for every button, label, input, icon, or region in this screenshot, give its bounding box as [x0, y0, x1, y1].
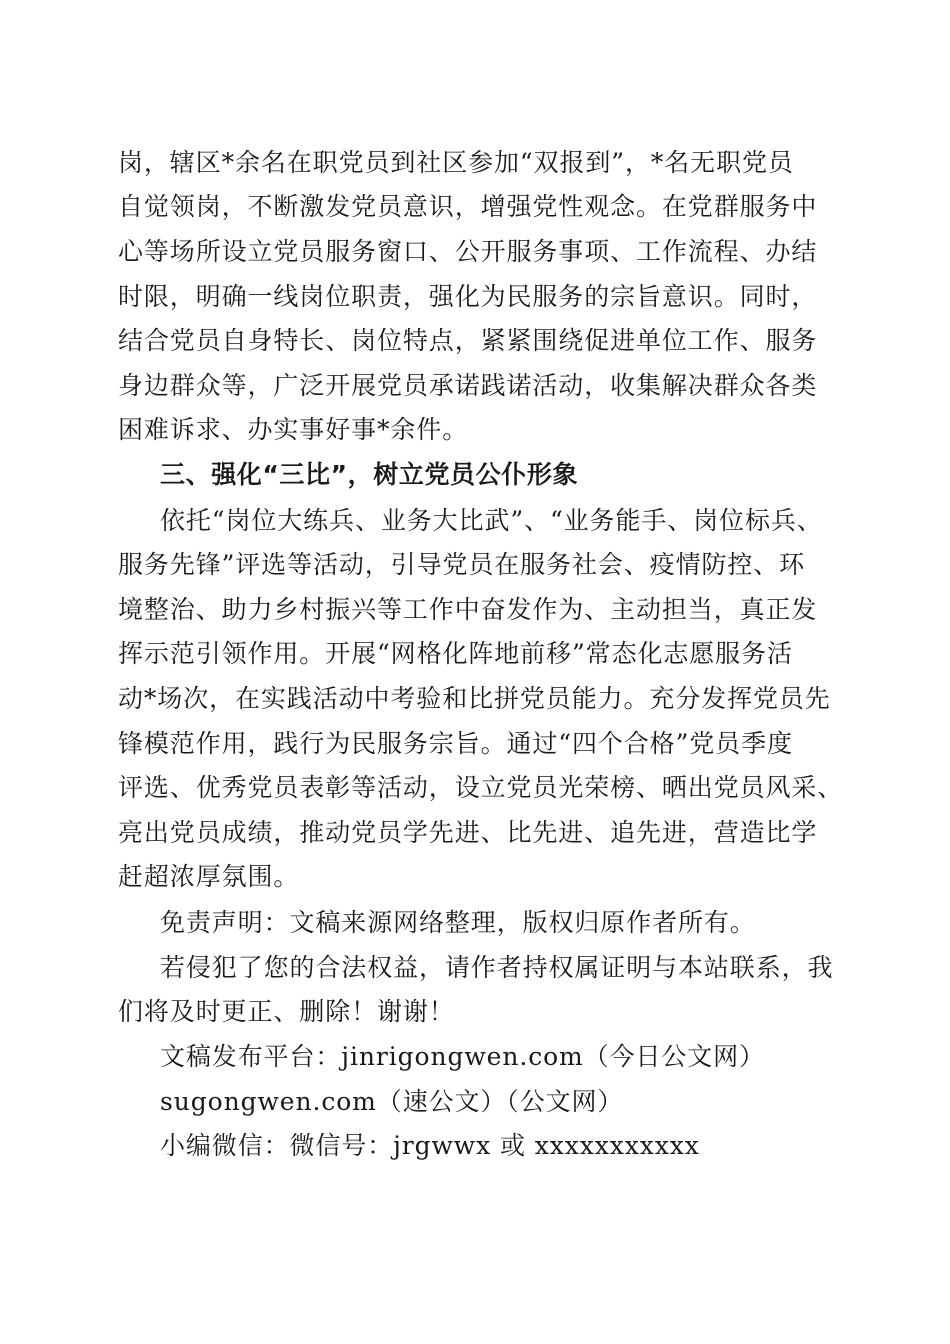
paragraph-line: 赶超浓厚氛围。 — [118, 862, 300, 891]
wechat-line: 小编微信：微信号：jrgwwx 或 xxxxxxxxxxx — [160, 1131, 700, 1160]
paragraph-line: 岗，辖区*余名在职党员到社区参加“双报到”，*名无职党员 — [118, 148, 794, 177]
paragraph-line: 亮出党员成绩，推动党员学先进、比先进、追先进，营造比学 — [118, 818, 818, 847]
disclaimer-line: 免责声明：文稿来源网络整理，版权归原作者所有。 — [160, 908, 756, 937]
paragraph-line: 困难诉求、办实事好事*余件。 — [118, 415, 469, 444]
paragraph-line: 锋模范作用，践行为民服务宗旨。通过“四个合格”党员季度 — [118, 729, 793, 758]
paragraph-line: 挥示范引领作用。开展“网格化阵地前移”常态化志愿服务活 — [118, 639, 793, 668]
paragraph-line: 心等场所设立党员服务窗口、公开服务事项、工作流程、办结 — [118, 237, 818, 266]
paragraph-line: 服务先锋”评选等活动，引导党员在服务社会、疫情防控、环 — [118, 550, 806, 579]
paragraph-line: 结合党员自身特长、岗位特点，紧紧围绕促进单位工作、服务 — [118, 326, 818, 355]
platform-line: sugongwen.com（速公文）（公文网） — [160, 1087, 624, 1116]
paragraph-line: 时限，明确一线岗位职责，强化为民服务的宗旨意识。同时， — [118, 282, 818, 311]
paragraph-line: 动*场次，在实践活动中考验和比拼党员能力。充分发挥党员先 — [118, 684, 831, 713]
paragraph-line: 自觉领岗，不断激发党员意识，增强党性观念。在党群服务中 — [118, 192, 818, 221]
paragraph-line: 依托“岗位大练兵、业务大比武”、“业务能手、岗位标兵、 — [160, 506, 823, 535]
section-heading: 三、强化“三比”，树立党员公仆形象 — [160, 460, 579, 489]
paragraph-line: 境整治、助力乡村振兴等工作中奋发作为、主动担当，真正发 — [118, 595, 818, 624]
disclaimer-line: 们将及时更正、删除！谢谢！ — [118, 997, 455, 1026]
paragraph-line: 身边群众等，广泛开展党员承诺践诺活动，收集解决群众各类 — [118, 371, 818, 400]
disclaimer-line: 若侵犯了您的合法权益，请作者持权属证明与本站联系，我 — [160, 953, 834, 982]
paragraph-line: 评选、优秀党员表彰等活动，设立党员光荣榜、晒出党员风采、 — [118, 773, 844, 802]
platform-line: 文稿发布平台：jinrigongwen.com（今日公文网） — [160, 1042, 765, 1071]
